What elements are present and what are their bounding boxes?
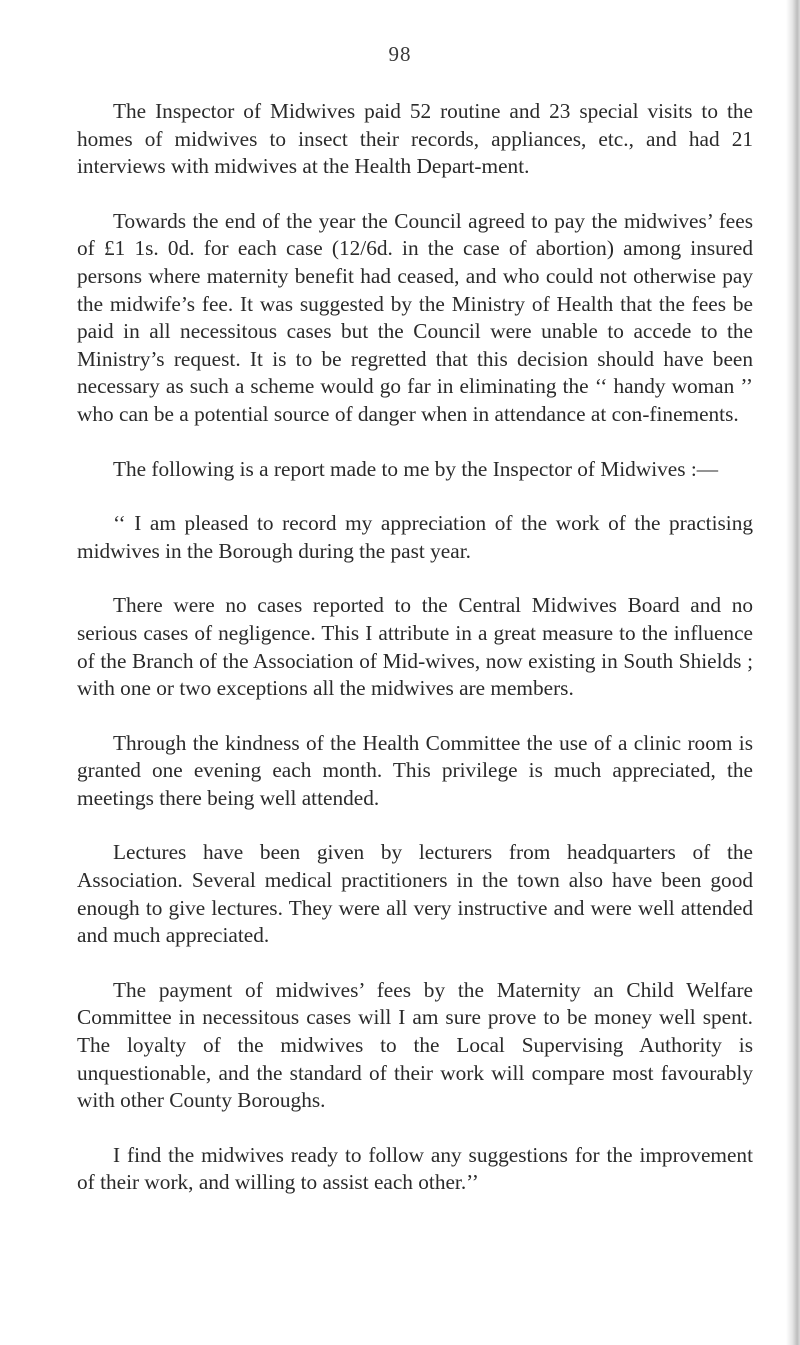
paragraph-appreciation: ‘‘ I am pleased to record my appreciation of the work of the practising midwives in the Borough during the past year. [77, 511, 753, 563]
page-number: 98 [388, 42, 412, 66]
page-edge-shadow [786, 0, 800, 1345]
paragraph-clinic-room: Through the kindness of the Health Committee the use of a clinic room is granted one evening each month. This privilege is much appreciated, the meetings there being well attended. [77, 730, 753, 810]
body-text [77, 98, 753, 1224]
paragraph-report-intro: The following is a report made to me by the Inspector of Midwives :— [113, 456, 719, 481]
paragraph-inspector-visits: The Inspector of Midwives paid 52 routine and 23 special visits to the homes of midwives to insect their records, appliances, etc., and had 21 interviews with midwives at the Health Depart-ment. [77, 99, 753, 179]
paragraph-lectures: Lectures have been given by lecturers from headquarters of the Association. Several medical practitioners in the town also have been good enough to give lectures. They were all very instructive and were well attended and much appreciated. [77, 840, 753, 948]
paragraph-no-cases: There were no cases reported to the Central Midwives Board and no serious cases of negligence. This I attribute in a great measure to the influence of the Branch of the Association of Mid-wives, now existing in South Shields ; with one or two exceptions all the midwives are members. [77, 593, 753, 701]
paragraph-midwives-fees: Towards the end of the year the Council agreed to pay the midwives’ fees of £1 1s. 0d. for each case (12/6d. in the case of abortion) among insured persons where maternity benefit had ceased, and who could not otherwise pay the midwife’s fee. It was suggested by the Ministry of Health that the fees be paid in all necessitous cases but the Council were unable to accede to the Ministry’s request. It is to be regretted that this decision should have been necessary as such a scheme would go far in eliminating the ‘‘ handy woman ’’ who can be a potential source of danger when in attendance at con-finements. [77, 208, 753, 426]
paragraph-closing: I find the midwives ready to follow any suggestions for the improvement of their work, and willing to assist each other.’’ [77, 1142, 753, 1195]
paragraph-payment-fees: The payment of midwives’ fees by the Maternity an Child Welfare Committee in necessitous cases will I am sure prove to be money well spent. The loyalty of the midwives to the Local Supervising Authority is unquestionable, and the standard of their work will compare most favourably with other County Boroughs. [77, 977, 753, 1113]
